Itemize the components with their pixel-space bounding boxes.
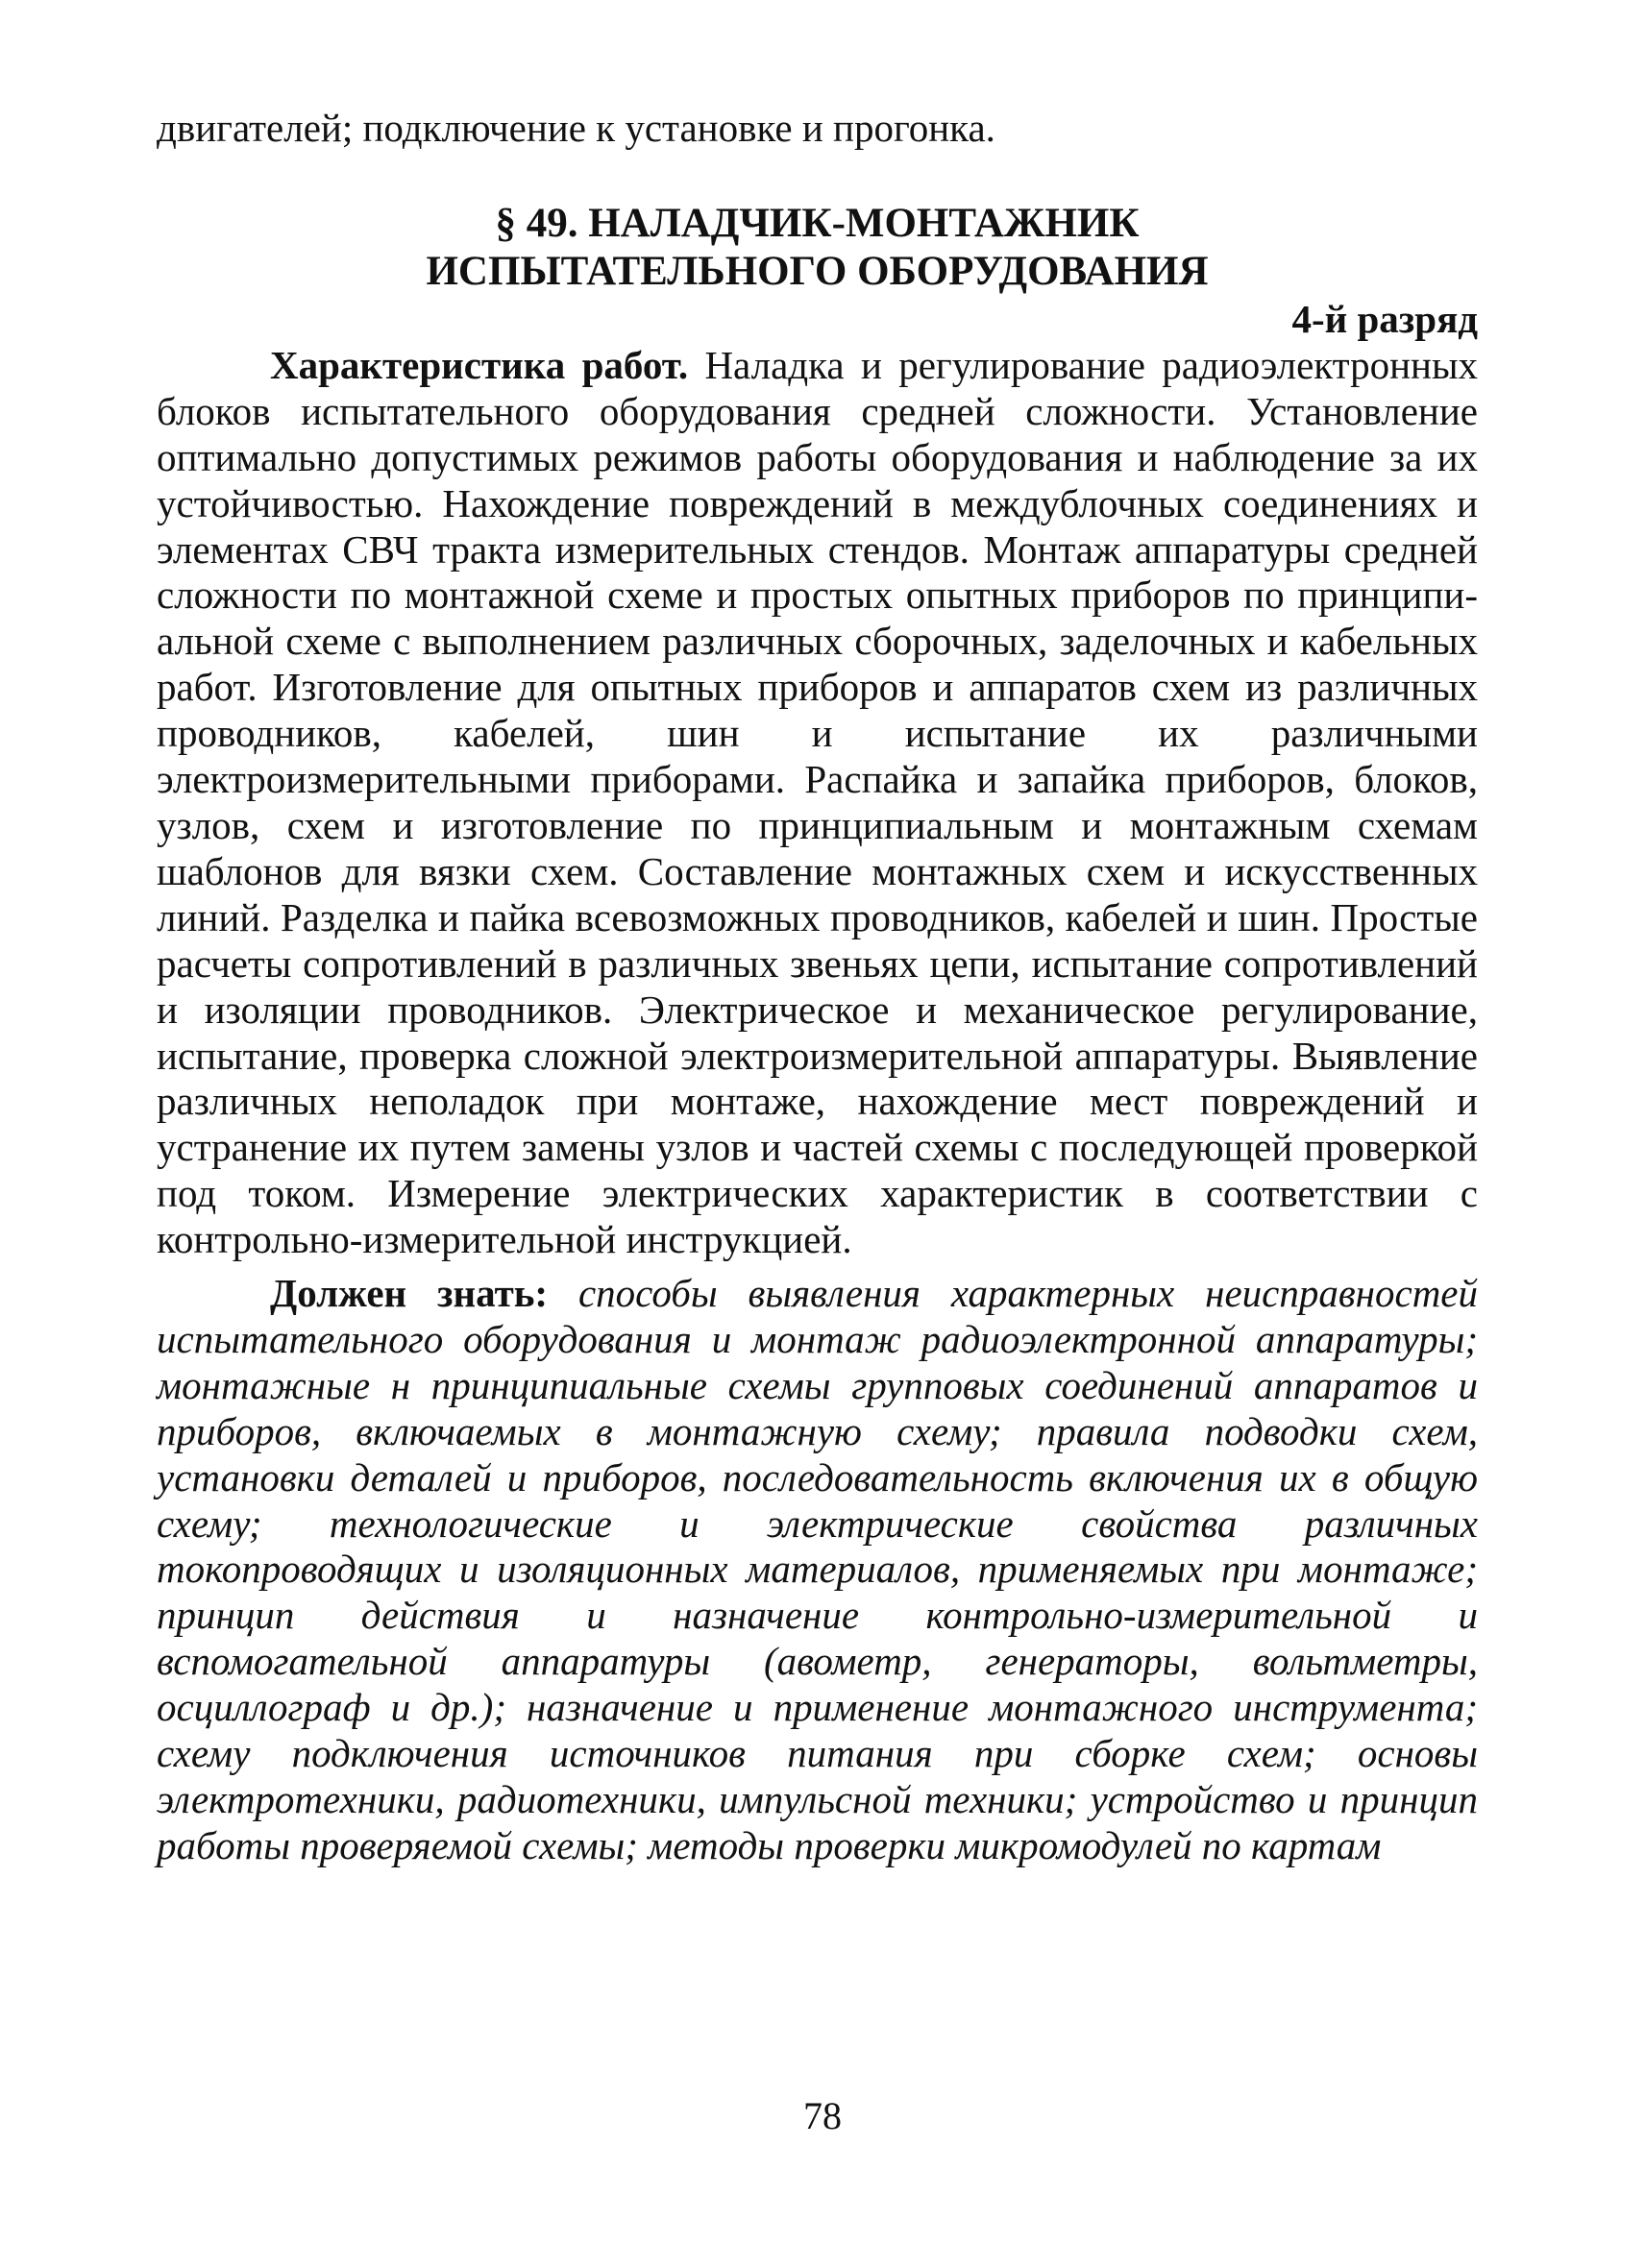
- must-know-paragraph: [157, 1271, 1478, 1869]
- section-heading: [157, 200, 1478, 296]
- section-title-line-2: ИСПЫТАТЕЛЬНОГО ОБОРУДОВАНИЯ: [426, 248, 1209, 294]
- section-title-line-1: § 49. НАЛАДЧИК-МОНТАЖНИК: [495, 200, 1140, 246]
- work-characteristics-paragraph: [157, 343, 1478, 1263]
- must-know-label: Должен знать:: [270, 1271, 549, 1316]
- continued-text-line: двигателей; подключение к установке и прогонка.: [157, 106, 995, 150]
- work-characteristics-text: Наладка и регулирование радиоэлектронных блоков испытательного оборудования средней сложности. Установление оптимально допустимых режимов работы оборудования и наблюдение за их устойчивостью. Нахождение повреждений в междублочных соединениях и элементах СВЧ тракта измерительных стендов. Монтаж аппаратуры средней сложности по монтажной схеме и простых опытных приборов по принципиальной схеме с выполнением различных сборочных, заделочных и кабельных работ. Изготовление для опытных приборов и аппаратов схем из различных проводников, кабелей, шин и испытание их различными электроизмерительными приборами. Распайка и запайка приборов, блоков, узлов, схем и изготовление по принципиальным и монтажным схемам шаблонов для вязки схем. Составление монтажных схем и искусственных линий. Разделка и пайка всевозможных проводников, кабелей и шин. Простые расчеты сопротивлений в различных звеньях цепи, испытание сопротивлений и изоляции проводников. Электрическое и механическое регулирование, испытание, проверка сложной электроизмерительной аппаратуры. Выявление различных неполадок при монтаже, нахождение мест повреждений и устранение их путем замены узлов и частей схемы с последующей проверкой под током. Измерение электрических характеристик в соответствии с контрольно-измерительной инструкцией.: [157, 342, 1478, 1262]
- document-page: [157, 106, 1478, 1869]
- work-characteristics-label: Характеристика работ.: [270, 342, 689, 387]
- grade-label: 4-й разряд: [1291, 296, 1478, 341]
- page-number: 78: [803, 2094, 842, 2137]
- must-know-text: способы выявления характерных неисправностей испытательного оборудования и монтаж радиоэлектронной аппаратуры; монтажные н принципиальные схемы групповых соединений аппаратов и приборов, включаемых в монтажную схему; правила подводки схем, установки деталей и приборов, последовательность включения их в общую схему; технологические и электрические свойства различных токопроводящих и изоляционных материалов, применяемых при монтаже; принцип действия и назначение контрольно-измерительной и вспомогательной аппаратуры (авометр, генераторы, вольтметры, осциллограф и др.); назначение и применение монтажного инструмента; схему подключения источников питания при сборке схем; основы электротехники, радиотехники, импульсной техники; устройство и принцип работы проверяемой схемы; методы проверки микромодулей по картам: [157, 1271, 1478, 1867]
